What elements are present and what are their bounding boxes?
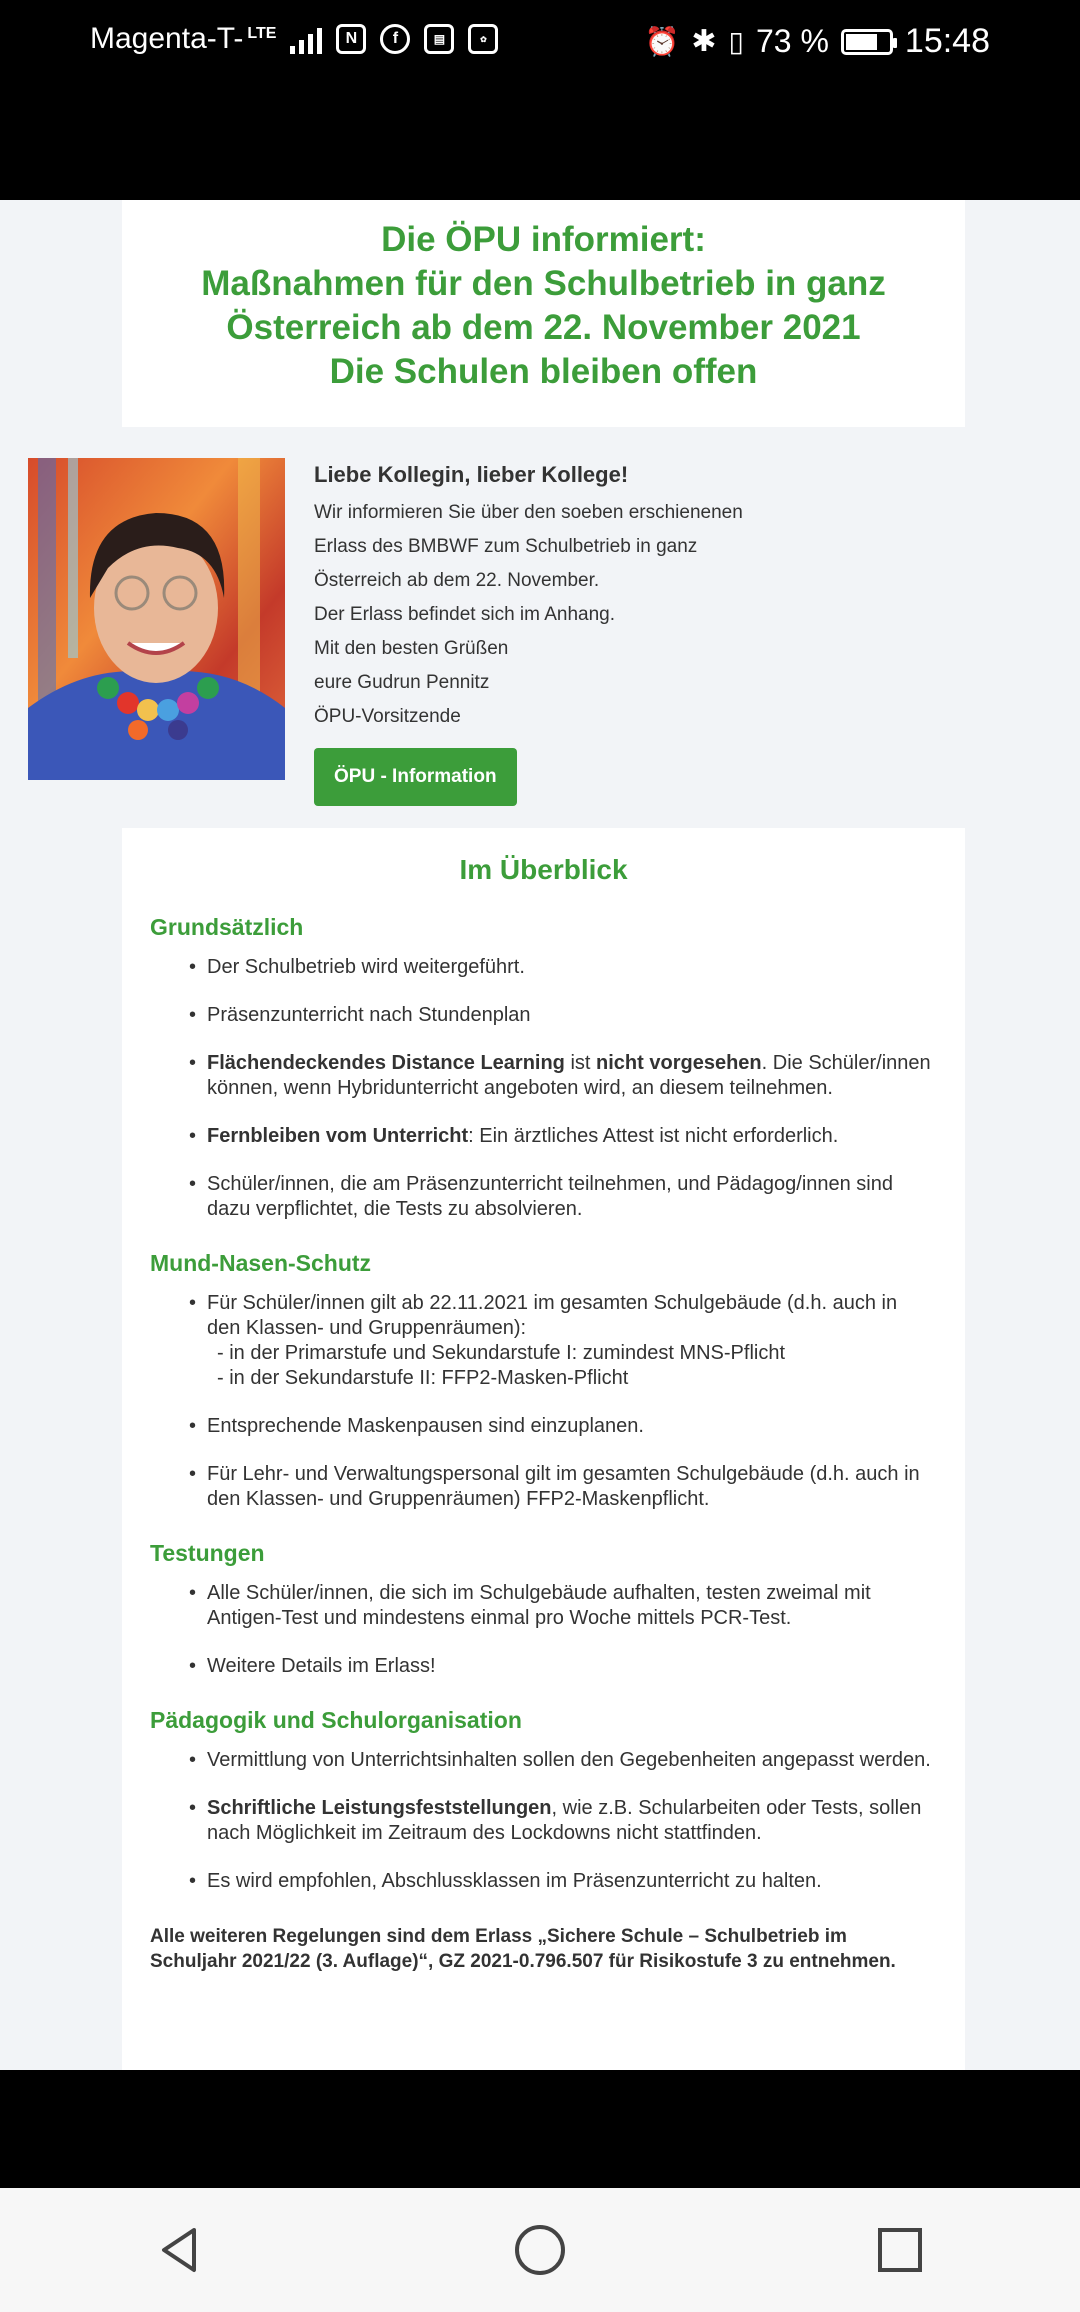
sub-item: - in der Primarstufe und Sekundarstufe I: zumindest MNS-Pflicht xyxy=(217,1342,786,1364)
vibrate-icon: ▯ xyxy=(728,26,744,57)
section-heading-paedagogik: Pädagogik und Schulorganisation xyxy=(150,1707,522,1733)
intro-line: ÖPU-Vorsitzende xyxy=(314,706,461,727)
alarm-icon: ⏰ xyxy=(644,26,680,57)
intro-line: Österreich ab dem 22. November. xyxy=(314,570,600,591)
intro-text xyxy=(314,458,854,806)
list-item: • Alle Schüler/innen, die sich im Schulgebäude aufhalten, testen zweimal mit Antigen-Test und mindestens einmal pro Woche mittels PCR-Test. xyxy=(207,1581,965,1631)
list-item: • Für Lehr- und Verwaltungspersonal gilt im gesamten Schulgebäude (d.h. auch in den Klassen- und Gruppenräumen) FFP2-Maskenpflicht. xyxy=(207,1462,965,1512)
signal-icon xyxy=(290,24,322,54)
carrier-label: Magenta-T- xyxy=(90,22,244,55)
list-item: • Entsprechende Maskenpausen sind einzuplanen. xyxy=(207,1414,965,1439)
list-item: • Schriftliche Leistungsfeststellungen, wie z.B. Schularbeiten oder Tests, sollen nach Möglichkeit im Zeitraum des Lockdowns nicht stattfinden. xyxy=(207,1796,965,1846)
headline-line-4: Die Schulen bleiben offen xyxy=(329,352,758,391)
intro-line: eure Gudrun Pennitz xyxy=(314,672,490,693)
list-paedagogik xyxy=(122,1748,965,1894)
list-item: • Weitere Details im Erlass! xyxy=(207,1654,965,1679)
status-bar-left xyxy=(90,22,498,56)
status-bar-right xyxy=(645,22,990,61)
opu-information-button[interactable]: ÖPU - Information xyxy=(314,748,517,806)
list-item: • Für Schüler/innen gilt ab 22.11.2021 im gesamten Schulgebäude (d.h. auch in den Klassen- und Gruppenräumen): - in der Primarstufe und Sekundarstufe I: zumindest MNS-Pflicht - in der Sekundarstufe II: FFP2-Masken-Pflicht xyxy=(207,1291,965,1391)
list-mund-nasen-schutz xyxy=(122,1291,965,1512)
portrait-photo xyxy=(28,458,285,780)
bluetooth-icon: ✱ xyxy=(691,25,717,58)
overview-card xyxy=(122,828,965,2070)
section-heading-mund-nasen-schutz: Mund-Nasen-Schutz xyxy=(150,1250,372,1276)
intro-line: Erlass des BMBWF zum Schulbetrieb in ganz xyxy=(314,536,698,557)
intro-line: Der Erlass befindet sich im Anhang. xyxy=(314,604,615,625)
list-item: • Flächendeckendes Distance Learning ist nicht vorgesehen. Die Schüler/innen können, wenn Hybridunterricht angeboten wird, an diesem teilnehmen. xyxy=(207,1051,965,1101)
closing-note: Alle weiteren Regelungen sind dem Erlass „Sichere Schule – Schulbetrieb im Schuljahr 2021/22 (3. Auflage)“, GZ 2021-0.796.507 für Risikostufe 3 zu entnehmen. xyxy=(150,1926,896,1972)
headline-line-3: Österreich ab dem 22. November 2021 xyxy=(226,308,861,347)
email-content[interactable] xyxy=(0,200,1080,2070)
nfc-icon: N xyxy=(336,24,366,54)
home-icon[interactable] xyxy=(500,2210,580,2290)
calendar-icon: ▤ xyxy=(424,24,454,54)
list-item: • Es wird empfohlen, Abschlussklassen im Präsenzunterricht zu halten. xyxy=(207,1869,965,1894)
section-heading-testungen: Testungen xyxy=(150,1540,265,1566)
recents-icon[interactable] xyxy=(860,2210,940,2290)
sub-item: - in der Sekundarstufe II: FFP2-Masken-Pflicht xyxy=(217,1367,629,1389)
status-bar xyxy=(0,0,1080,200)
back-icon[interactable] xyxy=(140,2210,220,2290)
huawei-icon: ✿ xyxy=(468,24,498,54)
list-grundsaetzlich xyxy=(122,955,965,1222)
battery-icon xyxy=(841,29,893,55)
intro-line: Mit den besten Grüßen xyxy=(314,638,509,659)
list-item: • Der Schulbetrieb wird weitergeführt. xyxy=(207,955,965,980)
navigation-bar xyxy=(0,2188,1080,2312)
headline-card xyxy=(122,200,965,427)
greeting: Liebe Kollegin, lieber Kollege! xyxy=(314,462,629,487)
list-item: • Präsenzunterricht nach Stundenplan xyxy=(207,1003,965,1028)
list-item: • Fernbleiben vom Unterricht: Ein ärztliches Attest ist nicht erforderlich. xyxy=(207,1124,965,1149)
list-testungen xyxy=(122,1581,965,1679)
battery-percent: 73 % xyxy=(755,23,829,59)
list-item: • Schüler/innen, die am Präsenzunterricht teilnehmen, und Pädagog/innen sind dazu verpflichtet, die Tests zu absolvieren. xyxy=(207,1172,965,1222)
facebook-icon: f xyxy=(380,24,410,54)
intro-line: Wir informieren Sie über den soeben erschienenen xyxy=(314,502,743,523)
clock: 15:48 xyxy=(904,22,990,60)
headline-line-1: Die ÖPU informiert: xyxy=(381,220,706,259)
network-type: LTE xyxy=(247,25,277,42)
section-heading-grundsaetzlich: Grundsätzlich xyxy=(150,914,304,940)
list-item: • Vermittlung von Unterrichtsinhalten sollen den Gegebenheiten angepasst werden. xyxy=(207,1748,965,1773)
overview-title: Im Überblick xyxy=(459,854,628,885)
headline-line-2: Maßnahmen für den Schulbetrieb in ganz xyxy=(201,264,886,303)
